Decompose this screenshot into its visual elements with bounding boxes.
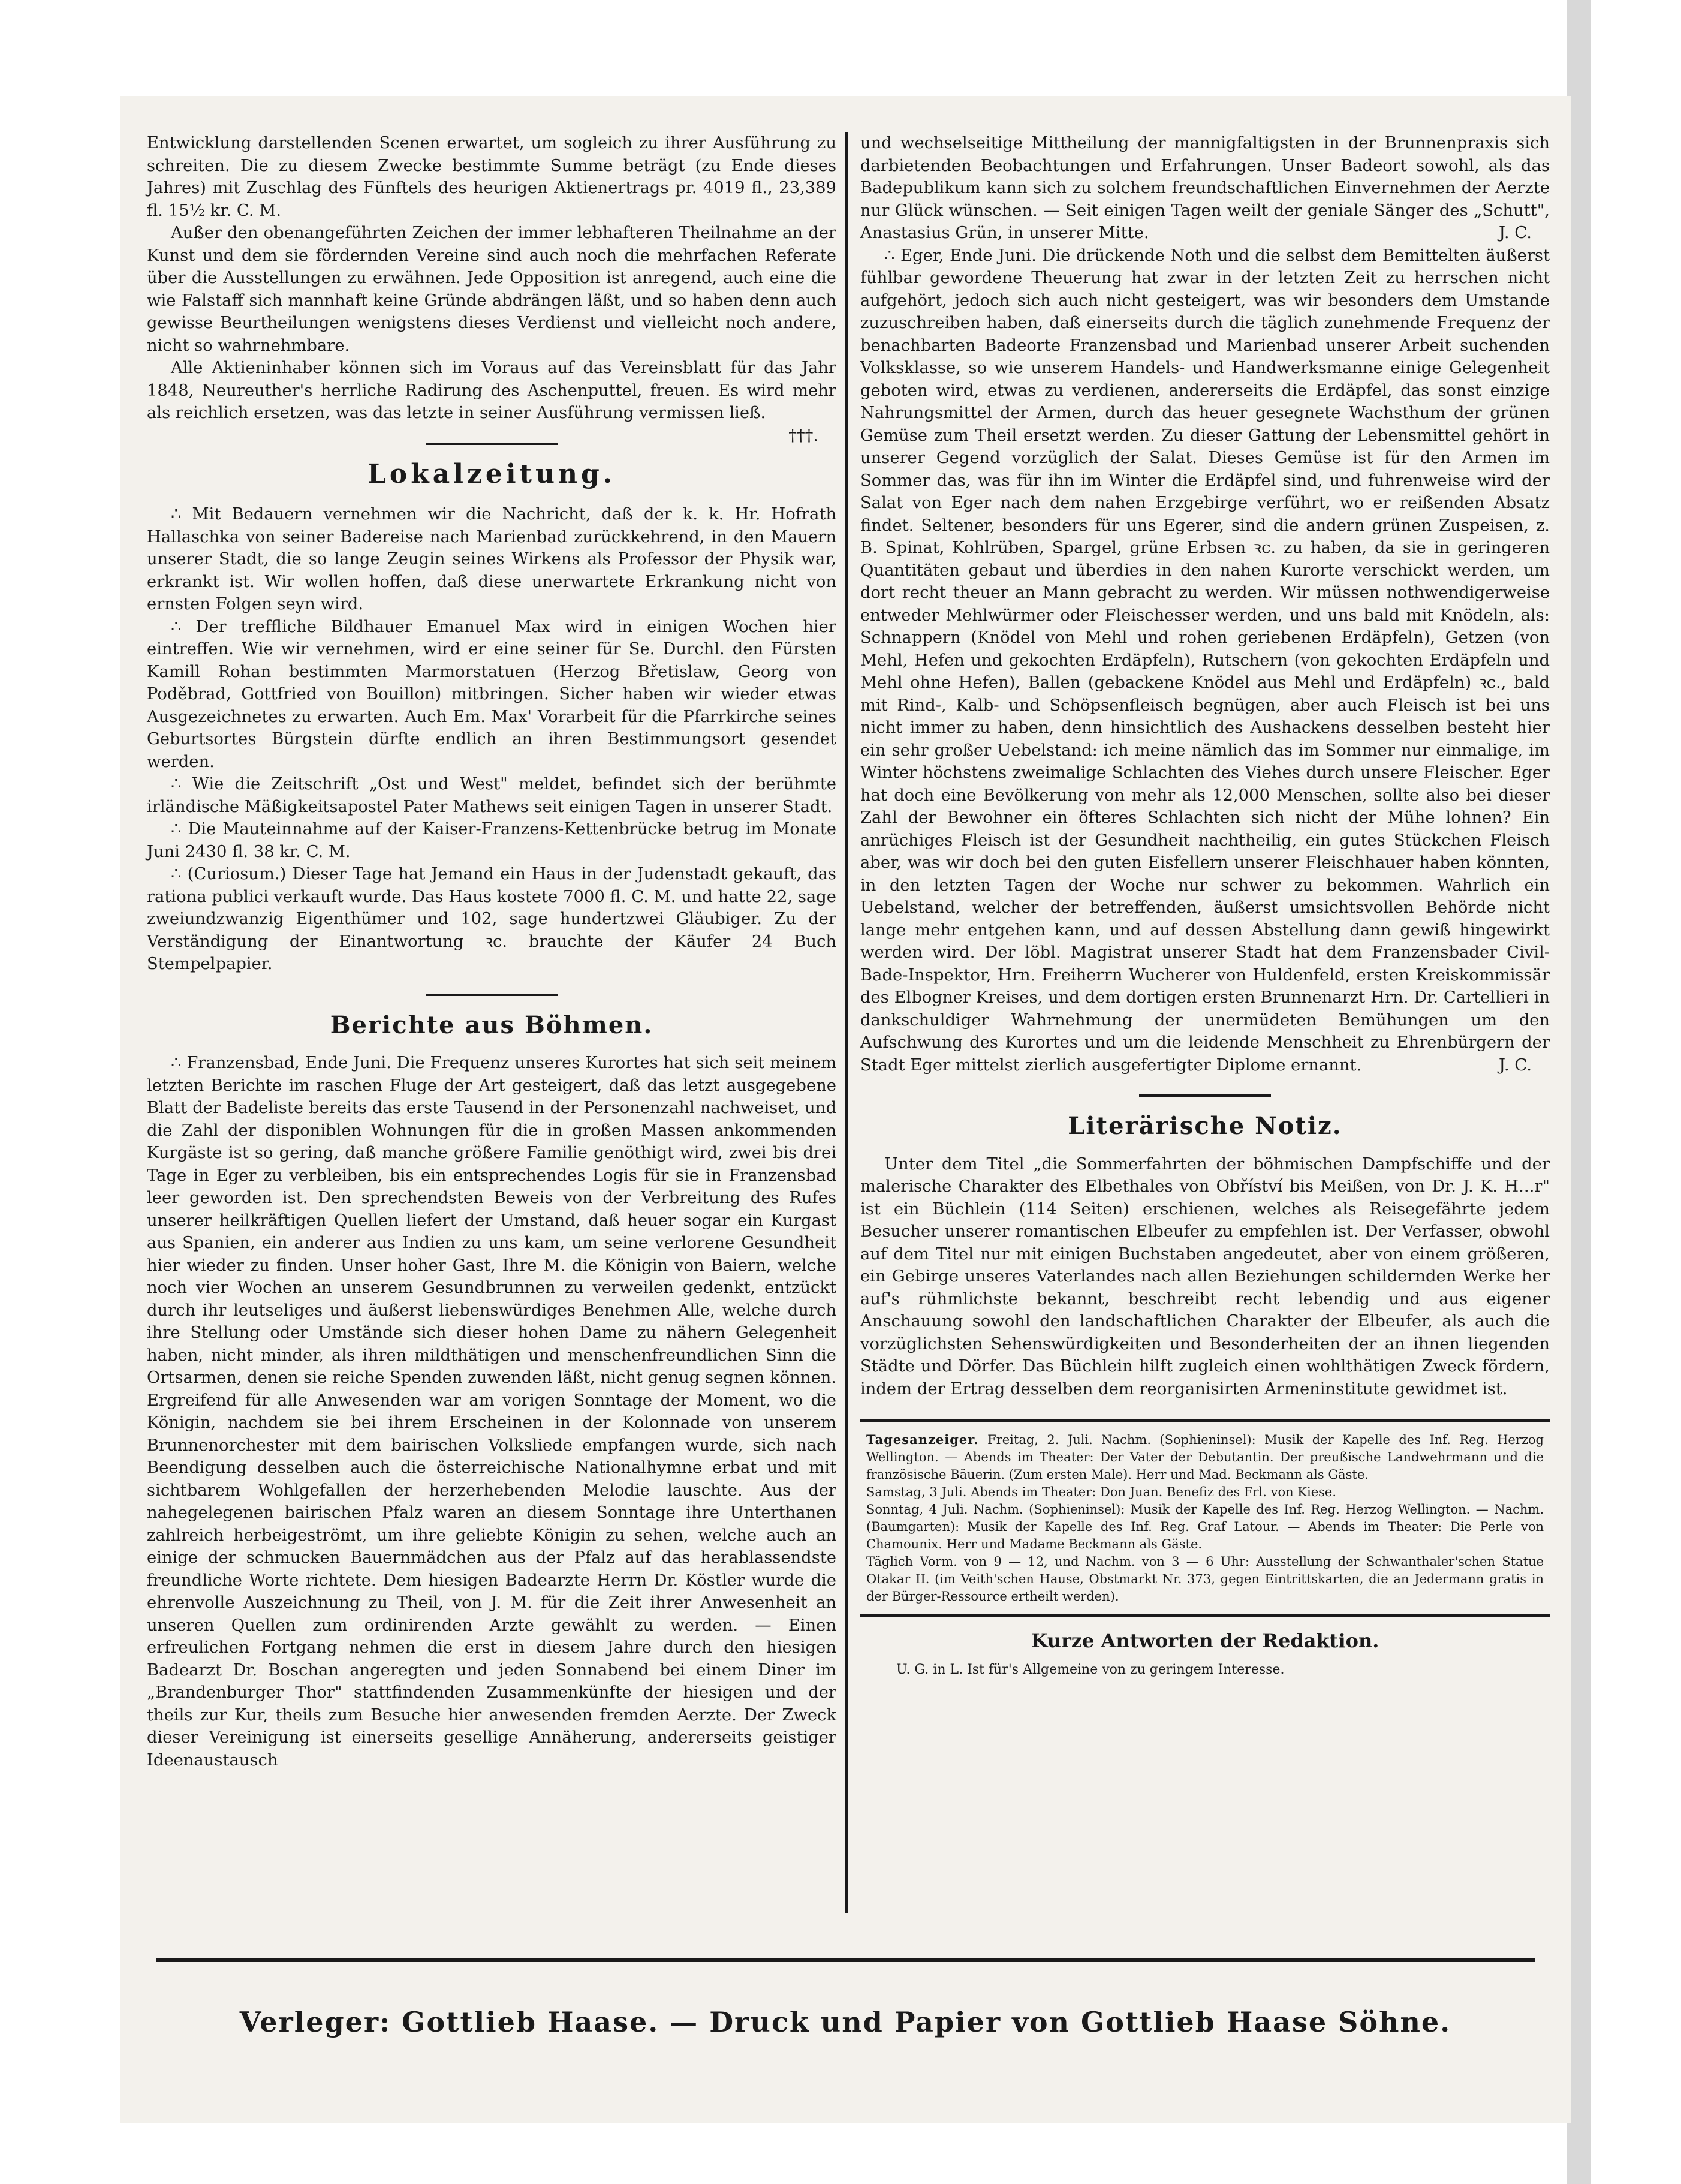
lokal-item-4: ∴ Die Mauteinnahme auf der Kaiser-Franzens-Kettenbrücke betrug im Monate Juni 2430 fl. 38 kr. C. M. xyxy=(147,820,836,861)
franzensbad-continued-text: und wechselseitige Mittheilung der mannigfaltigsten in der Brunnenpraxis sich darbietenden Beobachtungen und Erfahrungen. Unser Badeort sowohl, als das Badepublikum kann sich zu solchem freundschaftlichen Einvernehmen der Aerzte nur Glück wünschen. — Seit einigen Tagen weilt der geniale Sänger des „Schutt", Anastasius Grün, in unserer Mitte. xyxy=(860,134,1550,242)
tagesanzeiger-line-3: Sonntag, 4 Juli. Nachm. (Sophieninsel): Musik der Kapelle des Inf. Reg. Herzog Wellington. — Nachm. (Baumgarten): Musik der Kapelle des Inf. Reg. Graf Latour. — Abends im Theater: Die Perle von Chamounix. Herr und Madame Beckmann als Gäste. xyxy=(866,1502,1544,1551)
right-column xyxy=(860,132,1550,1681)
answers-heading: Kurze Antworten der Redaktion. xyxy=(1031,1629,1379,1652)
franzensbad-signature: J. C. xyxy=(1499,224,1532,242)
section-divider xyxy=(426,443,558,445)
lokal-item-2: ∴ Der treffliche Bildhauer Emanuel Max wird in einigen Wochen hier eintreffen. Wie wir vernehmen, wird er eine seiner für Se. Durchl. den Fürsten Kamill Rohan bestimmten Marmorstatuen (Herzog Břetislaw, Georg von Poděbrad, Gottfried von Bouillon) mitbringen. Sicher haben wir wieder etwas Ausgezeichnetes zu erwarten. Auch Em. Max' Vorarbeit für die Pfarrkirche seines Geburtsortes Bürgstein dürfte endlich an ihren Bestimmungsort gesendet werden. xyxy=(147,617,836,771)
tagesanzeiger-line-4: Täglich Vorm. von 9 — 12, und Nachm. von 3 — 6 Uhr: Ausstellung der Schwanthaler'schen Statue Otakar II. (im Veith'schen Hause, Obstmarkt Nr. 373, gegen Eintrittskarten, die an Jedermann gratis in der Bürger-Ressource ertheilt werden). xyxy=(866,1554,1544,1604)
tagesanzeiger-box xyxy=(860,1419,1550,1617)
eger-report xyxy=(860,245,1550,1077)
berichte-heading: Berichte aus Böhmen. xyxy=(330,1010,653,1039)
answers-line: U. G. in L. Ist für's Allgemeine von zu geringem Interesse. xyxy=(896,1662,1285,1677)
tagesanzeiger-line-1-text: Freitag, 2. Juli. Nachm. (Sophieninsel): Musik der Kapelle des Inf. Reg. Herzog Wellington. — Abends im Theater: Der Vater der Debutantin. Der preußische Landwehrmann und die französische Bäuerin. (Zum ersten Male). Herr und Mad. Beckmann als Gäste. xyxy=(866,1433,1544,1482)
intro-paragraph-3 xyxy=(147,357,836,445)
section-divider xyxy=(1139,1094,1271,1097)
franzensbad-report-continued xyxy=(860,132,1550,245)
tagesanzeiger-line-1 xyxy=(866,1431,1544,1484)
literarische-heading: Literärische Notiz. xyxy=(1068,1112,1342,1140)
column-divider xyxy=(845,132,848,1913)
section-divider xyxy=(426,994,558,996)
lokal-item-1: ∴ Mit Bedauern vernehmen wir die Nachricht, daß der k. k. Hr. Hofrath Hallaschka von seiner Badereise nach Marienbad zurückkehrend, in den Mauern unserer Stadt, die so lange Zeugin seines Wirkens als Professor der Physik war, erkrankt ist. Wir wollen hoffen, daß diese unerwartete Erkrankung nicht von ernsten Folgen seyn wird. xyxy=(147,505,836,613)
intro-signature: †††. xyxy=(788,426,818,445)
intro-paragraph-1: Entwicklung darstellenden Scenen erwartet, um sogleich zu ihrer Ausführung zu schreiten. Die zu diesem Zwecke bestimmte Summe beträgt (zu Ende dieses Jahres) mit Zuschlag des Fünftels des heurigen Aktienertrags pr. 4019 fl., 23,389 fl. 15½ kr. C. M. xyxy=(147,134,836,220)
publisher-footer: Verleger: Gottlieb Haase. — Druck und Papier von Gottlieb Haase Söhne. xyxy=(239,2006,1451,2038)
tagesanzeiger-line-2: Samstag, 3 Juli. Abends im Theater: Don Juan. Benefiz des Frl. von Kiese. xyxy=(866,1485,1337,1499)
footer-rule xyxy=(156,1958,1535,1962)
eger-signature: J. C. xyxy=(1499,1055,1532,1075)
literarische-notiz: Unter dem Titel „die Sommerfahrten der böhmischen Dampfschiffe und der malerische Charakter des Elbethales von Obříství bis Meißen, von Dr. J. K. H...r" ist ein Büchlein (114 Seiten) erschienen, welches als Reisegefährte jedem Besucher unserer romantischen Elbeufer zu empfehlen ist. Der Verfasser, obwohl auf dem Titel nur mit einigen Buchstaben angedeutet, aber von einem größeren, ein Gebirge unseres Vaterlandes nach allen Beziehungen schildernden Werke her auf's rühmlichste bekannt, beschreibt recht lebendig und aus eigener Anschauung sowohl den landschaftlichen Charakter der Elbeufer, als auch die vorzüglichsten Sehenswürdigkeiten und Besonderheiten der an ihnen liegenden Städte und Dörfer. Das Büchlein hilft zugleich einen wohlthätigen Zweck fördern, indem der Ertrag desselben dem reorganisirten Armeninstitute gewidmet ist. xyxy=(860,1154,1550,1398)
intro-paragraph-3-text: Alle Aktieninhaber können sich im Voraus auf das Vereinsblatt für das Jahr 1848, Neureuther's herrliche Radirung des Aschenputtel, freuen. Es wird mehr als reichlich ersetzen, was das letzte in seiner Ausführung vermissen ließ. xyxy=(147,359,836,422)
scan-edge-shadow xyxy=(1567,0,1591,2184)
eger-report-text: ∴ Eger, Ende Juni. Die drückende Noth und die selbst dem Bemittelten äußerst fühlbar gewordene Theuerung hat zwar in der letzten Zeit zu herrschen nicht aufgehört, jedoch sich auch nicht gesteigert, was wir besonders dem Umstande zuzuschreiben haben, daß einerseits durch die täglich zunehmende Frequenz der benachbarten Badeorte Franzensbad und Marienbad unserer Arbeit suchenden Volksklasse, so wie unserem Handels- und Handwerksmanne einige Gelegenheit geboten wird, etwas zu verdienen, andererseits die Erdäpfel, das sonst einzige Nahrungsmittel der Armen, durch das heuer gesegnete Wachsthum der grünen Gemüse zum Theil ersetzt werden. Zu dieser Gattung der Lebensmittel gehört in unserer Gegend vorzüglich der Salat. Dieses Gemüse ist für den Armen im Sommer das, was für ihn im Winter die Erdäpfel sind, und fuhrenweise wird der Salat von Eger nach dem nahen Erzgebirge verführt, wo er reißenden Absatz findet. Seltener, besonders für uns Egerer, sind die andern grünen Zuspeisen, z. B. Spinat, Kohlrüben, Spargel, grüne Erbsen ꝛc. zu haben, da sie in geringeren Quantitäten gebaut und überdies in den nahen Kurorte verschickt werden, um dort recht theuer an Mann gebracht zu werden. Wir müssen nothwendigerweise entweder Mehlwürmer oder Fleischesser werden, und uns bald mit Knödeln, als: Schnappern (Knödel von Mehl und rohen geriebenen Erdäpfeln), Getzen (von Mehl, Hefen und gekochten Erdäpfeln), Rutschern (von gekochten Erdäpfeln und Mehl ohne Hefen), Ballen (gebackene Knödel aus Mehl und Erdäpfeln) ꝛc., bald mit Rind-, Kalb- und Schöpsenfleisch begnügen, aber auch Fleisch ist bei uns nicht immer zu haben, denn hinsichtlich des Aushackens desselben besteht hier ein sehr großer Uebelstand: ich meine nämlich das im Sommer nur einmalige, im Winter höchstens zweimalige Schlachten des Viehes durch unsere Fleischer. Eger hat doch eine Bevölkerung von mehr als 12,000 Menschen, sollte also bei dieser Zahl der Bewohner ein öfteres Schlachten sich nicht der Mühe lohnen? Ein anrüchiges Fleisch ist der Gesundheit nachtheilig, ein gutes Stückchen Fleisch aber, was wir doch bei den guten Eisfellern unserer Fleischhauer haben könnten, in den letzten Tagen der Woche nur schwer zu bekommen. Wahrlich ein Uebelstand, welcher der betreffenden, äußerst umsichtsvollen Behörde nicht lange mehr entgehen kann, und auf dessen Abstellung dann gewiß hingewirkt werden wird. Der löbl. Magistrat unserer Stadt hat dem Franzensbader Civil-Bade-Inspektor, Hrn. Freiherrn Wucherer von Huldenfeld, ersten Kreiskommissär des Elbogner Kreises, und dem dortigen ersten Brunnenarzt Hrn. Dr. Cartellieri in dankschuldiger Wahrnehmung der unermüdeten Bemühungen um den Aufschwung des Kurortes und um die leidende Menschheit zu Ehrenbürgern der Stadt Eger mittelst zierlich ausgefertigter Diplome ernannt. xyxy=(860,246,1550,1075)
newspaper-page xyxy=(120,96,1571,2123)
tagesanzeiger-label: Tagesanzeiger. xyxy=(866,1432,979,1447)
lokal-item-5: ∴ (Curiosum.) Dieser Tage hat Jemand ein Haus in der Judenstadt gekauft, das rationa publici verkauft wurde. Das Haus kostete 7000 fl. C. M. und hatte 22, sage zweiundzwanzig Eigenthümer und 102, sage hundertzwei Gläubiger. Zu der Verständigung der Einantwortung ꝛc. brauchte der Käufer 24 Buch Stempelpapier. xyxy=(147,865,836,973)
lokal-item-3: ∴ Wie die Zeitschrift „Ost und West" meldet, befindet sich der berühmte irländische Mäßigkeitsapostel Pater Mathews seit einigen Tagen in unserer Stadt. xyxy=(147,775,836,816)
redaktion-answers xyxy=(860,1630,1550,1681)
lokalzeitung-heading: Lokalzeitung. xyxy=(367,458,616,489)
intro-paragraph-2: Außer den obenangeführten Zeichen der immer lebhafteren Theilnahme an der Kunst und dem sie fördernden Vereine sind auch noch die mehrfachen Referate über die Ausstellungen zu erwähnen. Jede Opposition ist anregend, auch eine die wie Falstaff sich mannhaft keine Gründe abdrängen läßt, und so haben denn auch gewisse Beurtheilungen wenigstens dieses Verdienst und vielleicht noch andere, nicht so wahrnehmbare. xyxy=(147,224,836,355)
franzensbad-report: ∴ Franzensbad, Ende Juni. Die Frequenz unseres Kurortes hat sich seit meinem letzten Berichte im raschen Fluge der Art gesteigert, daß das letzt ausgegebene Blatt der Badeliste bereits das erste Tausend in der Personenzahl nachweiset, und die Zahl der disponiblen Wohnungen für die in großen Massen ankommenden Kurgäste ist so gering, daß manche größere Familie genöthigt wird, zwei bis drei Tage in Eger zu verbleiben, bis ein entsprechendes Logis für sie in Franzensbad leer geworden ist. Den sprechendsten Beweis von der Verbreitung des Rufes unserer heilkräftigen Quellen liefert der Umstand, daß heuer sogar ein Kurgast aus Spanien, ein anderer aus Indien zu uns kam, um seine verlorene Gesundheit hier wieder zu finden. Unser hoher Gast, Ihre M. die Königin von Baiern, welche noch vier Wochen an unserem Gesundbrunnen zu verweilen gedenkt, entzückt durch ihr leutseliges und äußerst liebenswürdiges Benehmen Alle, welche durch ihre Stellung oder Umstände sich dieser hohen Dame zu nähern Gelegenheit haben, nicht minder, als ihren mildthätigen und menschenfreundlichen Sinn die Ortsarmen, denen sie reiche Spenden zuwenden läßt, nicht genug segnen können. Ergreifend für alle Anwesenden war am vorigen Sonntage der Moment, wo die Königin, nachdem sie bei ihrem Erscheinen in der Kolonnade von unserem Brunnenorchester mit dem bairischen Volksliede empfangen wurde, sich nach Beendigung desselben auch die österreichische Nationalhymne erbat und mit sichtbarem Wohlgefallen der herzerhebenden Melodie lauschte. Aus der nahegelegenen bairischen Pfalz waren an diesem Sonntage ihre Unterthanen zahlreich herbeigeströmt, um ihre geliebte Königin zu sehen, welche auch an einige der schmucken Bauernmädchen aus der Pfalz auf das herablassendste freundliche Worte richtete. Dem hiesigen Badearzte Herrn Dr. Köstler wurde die ehrenvolle Auszeichnung zu Theil, von J. M. für die Zeit ihrer Anwesenheit an unseren Quellen zum ordinirenden Arzte gewählt zu werden. — Einen erfreulichen Fortgang nehmen die erst in diesem Jahre durch den hiesigen Badearzt Dr. Boschan angeregten und jeden Sonnabend bei einem Diner im „Brandenburger Thor" stattfindenden Zusammenkünfte der hiesigen und der theils zur Kur, theils zum Besuche hier anwesenden fremden Aerzte. Der Zweck dieser Vereinigung ist einerseits gesellige Annäherung, andererseits geistiger Ideenaustausch xyxy=(147,1054,836,1770)
left-column xyxy=(147,132,836,1771)
